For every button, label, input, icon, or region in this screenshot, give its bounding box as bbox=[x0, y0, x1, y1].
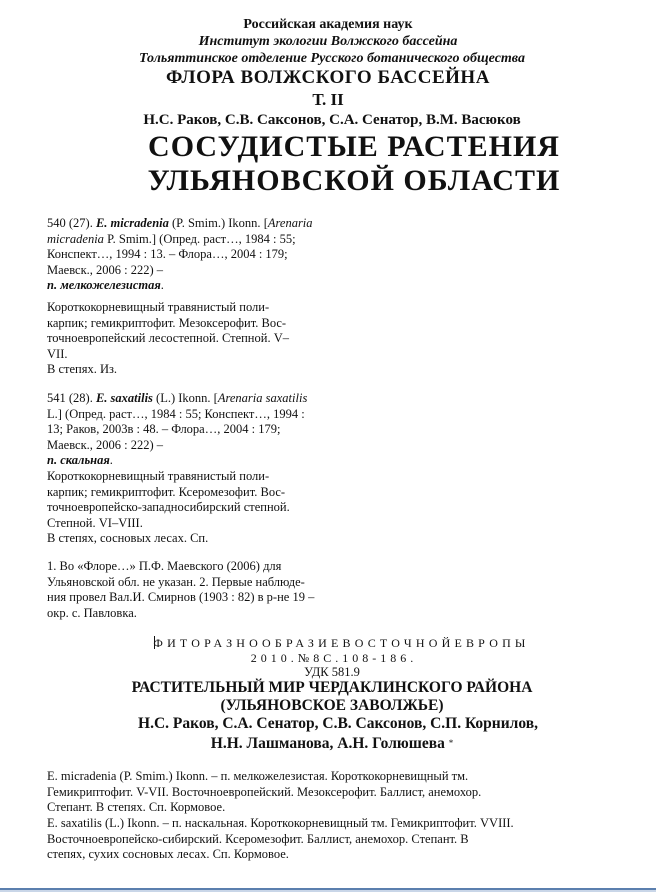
note-line: окр. с. Павловка. bbox=[47, 605, 137, 620]
volume-label: Т. II bbox=[312, 90, 344, 109]
department-name: Тольяттинское отделение Русского ботанического общества bbox=[139, 51, 525, 66]
summary-line: Гемикриптофит. V-VII. Восточноевропейский. Мезоксерофит. Баллист, анемохор. bbox=[47, 784, 482, 799]
note-line: ния провел Вал.И. Смирнов (1903 : 82) в р-не 19 – bbox=[47, 590, 315, 605]
description-line: карпик; гемикриптофит. Ксеромезофит. Вос- bbox=[47, 484, 286, 499]
species-authority: (L.) Ikonn. bbox=[156, 391, 211, 405]
summary-line: Степант. В степях. Сп. Кормовое. bbox=[47, 800, 226, 815]
series-title: ФЛОРА ВОЛЖСКОГО БАССЕЙНА bbox=[166, 67, 490, 88]
notes bbox=[47, 559, 317, 621]
description-line: Короткокорневищный травянистый поли- bbox=[47, 469, 270, 483]
description-line: точноевропейский лесостепной. Степной. V– bbox=[47, 331, 289, 346]
synonym-references: P. Smim.] (Опред. раст…, 1984 : 55; Конспект…, 1994 : 13. – Флора…, 2004 : 179; Маевск., 2006 : 222) – bbox=[47, 231, 296, 277]
species-description-540 bbox=[47, 300, 317, 378]
summary-entry-saxatilis bbox=[47, 816, 567, 863]
journal-title-text: ФИТОРАЗНООБРАЗИЕВОСТОЧНОЙЕВРОПЫ bbox=[153, 636, 530, 650]
synonym-bracket: [ bbox=[213, 391, 218, 405]
entry-number: 541 (28). bbox=[47, 391, 93, 405]
udk-code: УДК 581.9 bbox=[304, 665, 360, 679]
species-authority: (P. Smim.) Ikonn. bbox=[172, 216, 261, 230]
summary-line: E. micradenia (P. Smim.) Ikonn. – п. мелкожелезистая. Короткокорневищный тм. bbox=[47, 769, 469, 783]
species-entry-541: 541 (28). E. saxatilis (L.) Ikonn. [Arenaria saxatilis L.] (Опред. раст…, 1984 : 55; Конспект…, 1994 : 13; Раков, 2003в : 48. – Флора…, 2004 : 179; Маевск., 2006 : 222) – п. скальная. bbox=[47, 391, 308, 468]
article-title-line-1: РАСТИТЕЛЬНЫЙ МИР ЧЕРДАКЛИНСКОГО РАЙОНА bbox=[131, 679, 533, 696]
description-line: карпик; гемикриптофит. Мезоксерофит. Вос- bbox=[47, 315, 287, 330]
book-title-line-2: УЛЬЯНОВСКОЙ ОБЛАСТИ bbox=[147, 164, 561, 197]
habitat-line: В степях, сосновых лесах. Сп. bbox=[47, 531, 209, 546]
organization-name: Российская академия наук bbox=[243, 17, 413, 32]
article-authors-line-2 bbox=[4, 734, 656, 753]
authors-text: Н.Н. Лашманова, А.Н. Голюшева bbox=[210, 735, 445, 752]
synonym-name: Arenaria saxatilis bbox=[217, 391, 308, 405]
summary-entry-micradenia bbox=[47, 769, 567, 816]
russian-name: п. скальная bbox=[47, 453, 110, 468]
species-entry-540: 540 (27). E. micradenia (P. Smim.) Ikonn. [Arenaria micradenia P. Smim.] (Опред. раст…, 1984 : 55; Конспект…, 1994 : 13. – Флора…, 2004 : 179; Маевск., 2006 : 222) – п. мелкожелезистая. bbox=[47, 216, 313, 293]
journal-title bbox=[14, 636, 656, 650]
summary-line: E. saxatilis (L.) Ikonn. – п. наскальная. Короткокорневищный тм. Гемикриптофит. VVIII. bbox=[47, 816, 514, 830]
footnote-mark: * bbox=[448, 738, 454, 748]
species-name: E. saxatilis bbox=[95, 391, 153, 405]
species-description-541 bbox=[47, 469, 317, 547]
entry-number: 540 (27). bbox=[47, 216, 93, 230]
article-title-line-2: (УЛЬЯНОВСКОЕ ЗАВОЛЖЬЕ) bbox=[220, 697, 444, 714]
journal-issue: 2010.№8С.108-186. bbox=[250, 651, 418, 665]
note-line: Ульяновской обл. не указан. 2. Первые наблюде- bbox=[47, 574, 305, 589]
description-line: Короткокорневищный травянистый поли- bbox=[47, 300, 270, 314]
summary-line: Восточноевропейско-сибирский. Ксеромезофит. Баллист, анемохор. Степант. В bbox=[47, 831, 469, 846]
note-line: 1. Во «Флоре…» П.Ф. Маевского (2006) для bbox=[47, 559, 282, 573]
habitat-line: В степях. Из. bbox=[47, 362, 118, 377]
summary-line: степях, сухих сосновых лесах. Сп. Кормовое. bbox=[47, 847, 289, 862]
species-name: E. micradenia bbox=[95, 216, 169, 230]
description-line: точноевропейско-западносибирский степной. bbox=[47, 500, 290, 515]
russian-name: п. мелкожелезистая bbox=[47, 278, 161, 293]
synonym-name: Arenaria micradenia bbox=[47, 216, 313, 246]
article-authors-line-1: Н.С. Раков, С.А. Сенатор, С.В. Саксонов, С.П. Корнилов, bbox=[138, 715, 538, 732]
book-title-line-1: СОСУДИСТЫЕ РАСТЕНИЯ bbox=[148, 130, 560, 163]
institute-name: Институт экологии Волжского бассейна bbox=[198, 34, 458, 49]
synonym-bracket: [ bbox=[263, 216, 268, 230]
book-authors: Н.С. Раков, С.В. Саксонов, С.А. Сенатор, В.М. Васюков bbox=[143, 112, 521, 128]
synonym-references: L.] (Опред. раст…, 1984 : 55; Конспект…, 1994 : 13; Раков, 2003в : 48. – Флора…, 2004 : 179; Маевск., 2006 : 222) – bbox=[47, 406, 305, 452]
description-line: Степной. VI–VIII. bbox=[47, 515, 143, 530]
description-line: VII. bbox=[47, 346, 68, 361]
